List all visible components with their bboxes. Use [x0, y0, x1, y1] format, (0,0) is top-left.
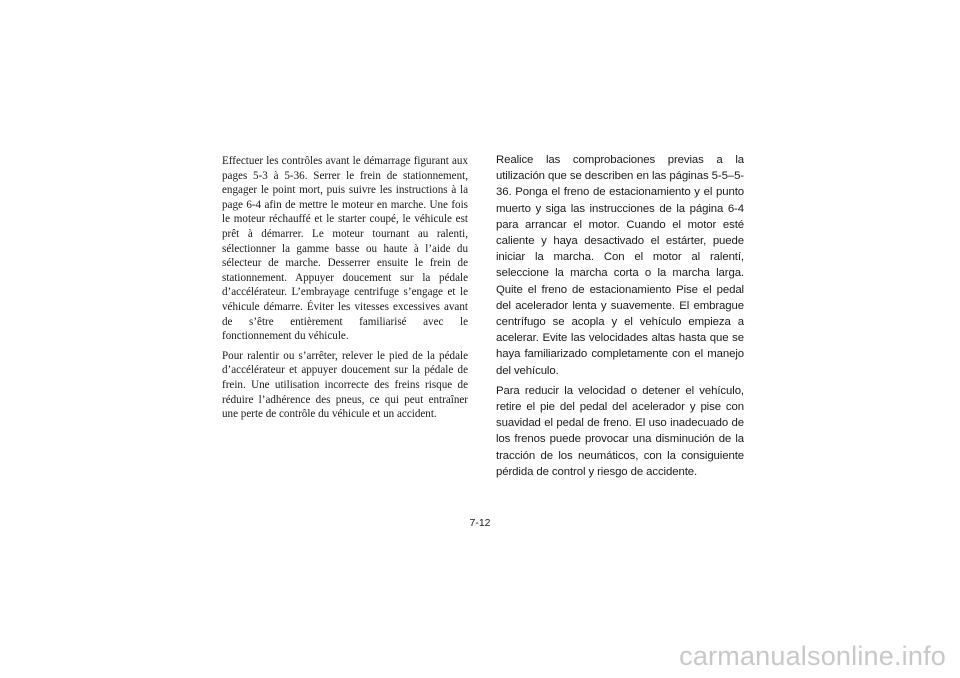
spanish-column — [496, 152, 744, 484]
spanish-paragraph-1: Realice las comprobaciones previas a la utilización que se describen en las páginas 5-5–5-36. Ponga el freno de estacionamiento y el punto muerto y siga las instrucciones de la página 6-4 para arrancar el motor. Cuando el motor esté caliente y haya desactivado el estárter, puede iniciar la marcha. Con el motor al ralentí, seleccione la marcha corta o la marcha larga. Quite el freno de estacionamiento Pise el pedal del acelerador lenta y suavemente. El embrague centrífugo se acopla y el vehículo empieza a acelerar. Evite las velocidades altas hasta que se haya familiarizado completamente con el manejo del vehículo. — [496, 154, 744, 377]
watermark-text: carmanualsonline.info — [679, 641, 946, 671]
french-column — [222, 154, 468, 427]
spanish-paragraph-2: Para reducir la velocidad o detener el vehículo, retire el pie del pedal del acelerador y pise con suavidad el pedal de freno. El uso inadecuado de los frenos puede provocar una disminución de la tracción de los neumáticos, con la consiguiente pérdida de control y riesgo de accidente. — [496, 384, 744, 478]
french-paragraph-1: Effectuer les contrôles avant le démarrage figurant aux pages 5-3 à 5-36. Serrer le frein de stationnement, engager le point mort, puis suivre les instructions à la page 6-4 afin de mettre le moteur en marche. Une fois le moteur réchauffé et le starter coupé, le véhicule est prêt à démarrer. Le moteur tournant au ralenti, sélectionner la gamme basse ou haute à l’aide du sélecteur de marche. Desserrer ensuite le frein de stationnement. Appuyer doucement sur la pédale d’accélérateur. L’embrayage centrifuge s’engage et le véhicule démarre. Éviter les vitesses excessives avant de s’être entièrement familiarisé avec le fonctionnement du véhicule. — [222, 155, 468, 343]
page-number: 7-12 — [469, 517, 491, 529]
french-paragraph-2: Pour ralentir ou s’arrêter, relever le pied de la pédale d’accélérateur et appuyer doucement sur la pédale de frein. Une utilisation incorrecte des freins risque de réduire l’adhérence des pneus, ce qui peut entraîner une perte de contrôle du véhicule et un accident. — [222, 349, 468, 421]
